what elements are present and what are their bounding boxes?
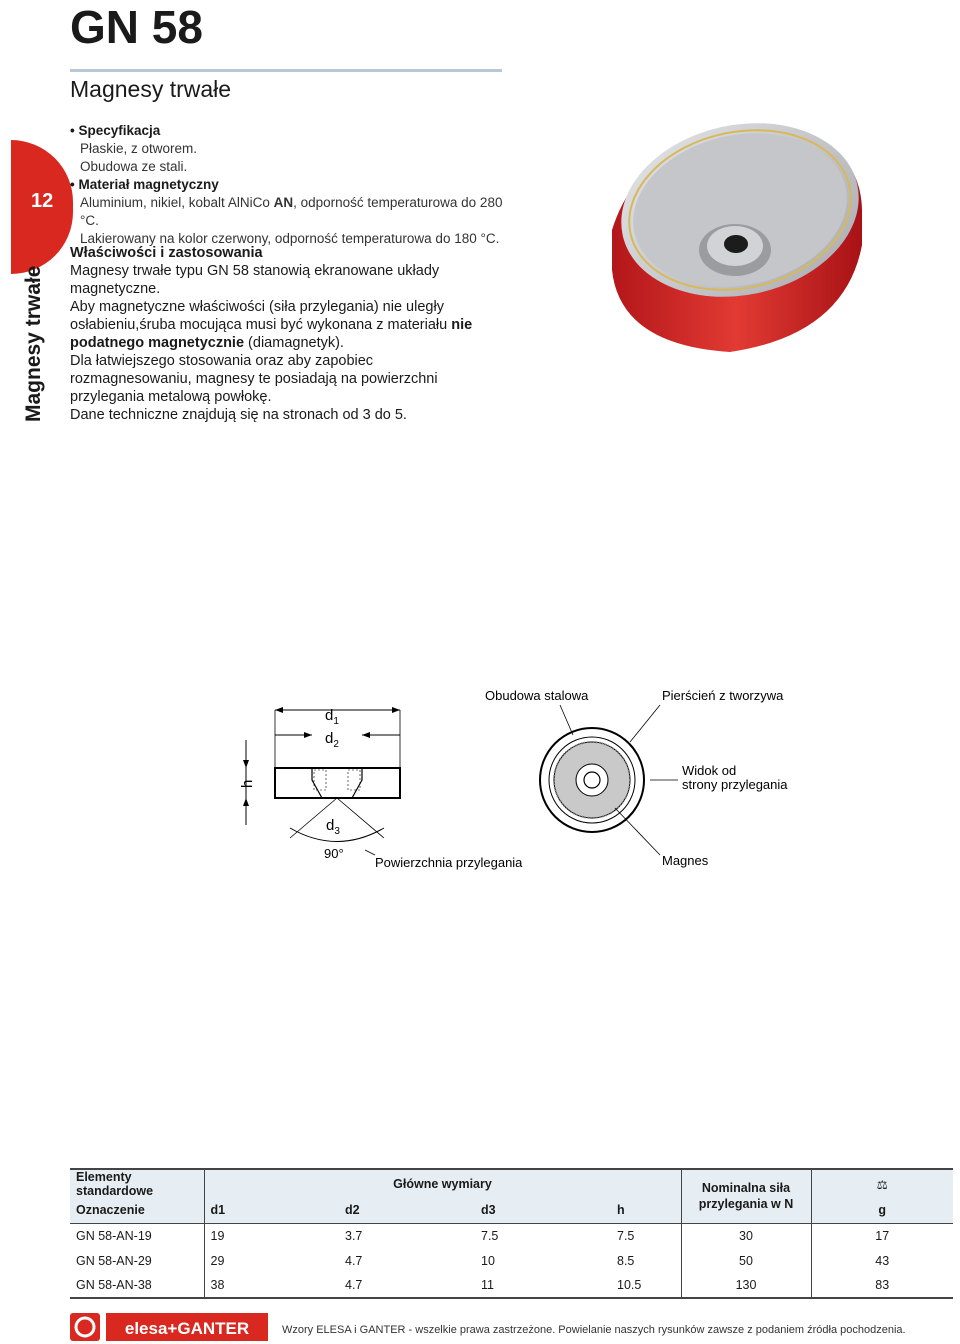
dimensions-table [70, 1168, 953, 1299]
chapter-tab [11, 140, 73, 274]
table-header-row [70, 1198, 953, 1223]
properties-paragraph: Aby magnetyczne właściwości (siła przylegania) nie uległy osłabieniu,śruba mocująca musi być wykonana z materiału nie podatnego magnetycznie (diamagnetyk). [70, 299, 473, 351]
properties-section [70, 244, 490, 424]
group-standard: Elementy standardowe [70, 1169, 204, 1198]
chapter-number: 12 [31, 190, 54, 212]
title-rule [70, 69, 502, 72]
d1-label: $d_1$ [325, 707, 339, 727]
table-row: GN 58-AN-29 29 4.7 10 8.5 50 43 [70, 1248, 953, 1273]
properties-paragraph: Dane techniczne znajdują się na stronach od 3 do 5. [70, 407, 407, 423]
table-header-row [70, 1169, 953, 1198]
table-row: GN 58-AN-19 19 3.7 7.5 7.5 30 17 [70, 1223, 953, 1248]
scale-icon: ⚖ [811, 1169, 953, 1198]
view-label-1: Widok od [682, 763, 737, 778]
magnet-label: Magnes [662, 853, 709, 868]
col-h: h [611, 1198, 681, 1223]
force-header: Nominalna siła przylegania w N [681, 1169, 811, 1223]
col-d2: d2 [339, 1198, 475, 1223]
view-label-2: strony przylegania [682, 777, 788, 792]
specification-section [70, 122, 510, 248]
d3-label: $d_3$ [326, 817, 340, 837]
copyright-text: Wzory ELESA i GANTER - wszelkie prawa zastrzeżone. Powielanie naszych rysunków zawsze z podaniem źródła pochodzenia. [282, 1324, 906, 1336]
spec-line: Obudowa ze stali. [80, 159, 188, 174]
properties-paragraph: Dla łatwiejszego stosowania oraz aby zapobiec rozmagnesowaniu, magnesy te posiadają na powierzchni przylegania metalową powłokę. [70, 353, 438, 405]
properties-paragraph: Magnesy trwałe typu GN 58 stanowią ekranowane układy magnetyczne. [70, 263, 440, 297]
svg-text:elesa+GANTER: elesa+GANTER [124, 1319, 250, 1338]
ring-label: Pierścień z tworzywa [662, 688, 784, 703]
company-logo [70, 1312, 270, 1342]
table-row: GN 58-AN-38 38 4.7 11 10.5 130 83 [70, 1273, 953, 1298]
properties-title: Właściwości i zastosowania [70, 245, 263, 261]
housing-label: Obudowa stalowa [485, 688, 589, 703]
h-label: h [239, 779, 256, 788]
spec-line: Aluminium, nikiel, kobalt AlNiCo AN, odporność temperaturowa do 280 °C. [80, 195, 503, 228]
col-name: Oznaczenie [70, 1198, 204, 1223]
spec-line: Lakierowany na kolor czerwony, odporność temperaturowa do 180 °C. [80, 231, 500, 246]
page-subtitle: Magnesy trwałe [70, 76, 232, 102]
col-d1: d1 [204, 1198, 339, 1223]
d2-label: $d_2$ [325, 730, 339, 750]
col-g: g [811, 1198, 953, 1223]
spec-line: Płaskie, z otworem. [80, 141, 198, 156]
spec-item-title: • Specyfikacja [70, 123, 161, 138]
spec-item-title: • Materiał magnetyczny [70, 177, 219, 192]
side-label: Magnesy trwałe [22, 265, 45, 422]
product-photo [600, 120, 870, 360]
technical-drawing [230, 680, 830, 880]
group-dims: Główne wymiary [204, 1169, 681, 1198]
surface-label: Powierzchnia przylegania [375, 855, 523, 870]
page-title: GN 58 [70, 1, 203, 53]
angle-label: 90° [324, 846, 344, 861]
col-d3: d3 [475, 1198, 611, 1223]
